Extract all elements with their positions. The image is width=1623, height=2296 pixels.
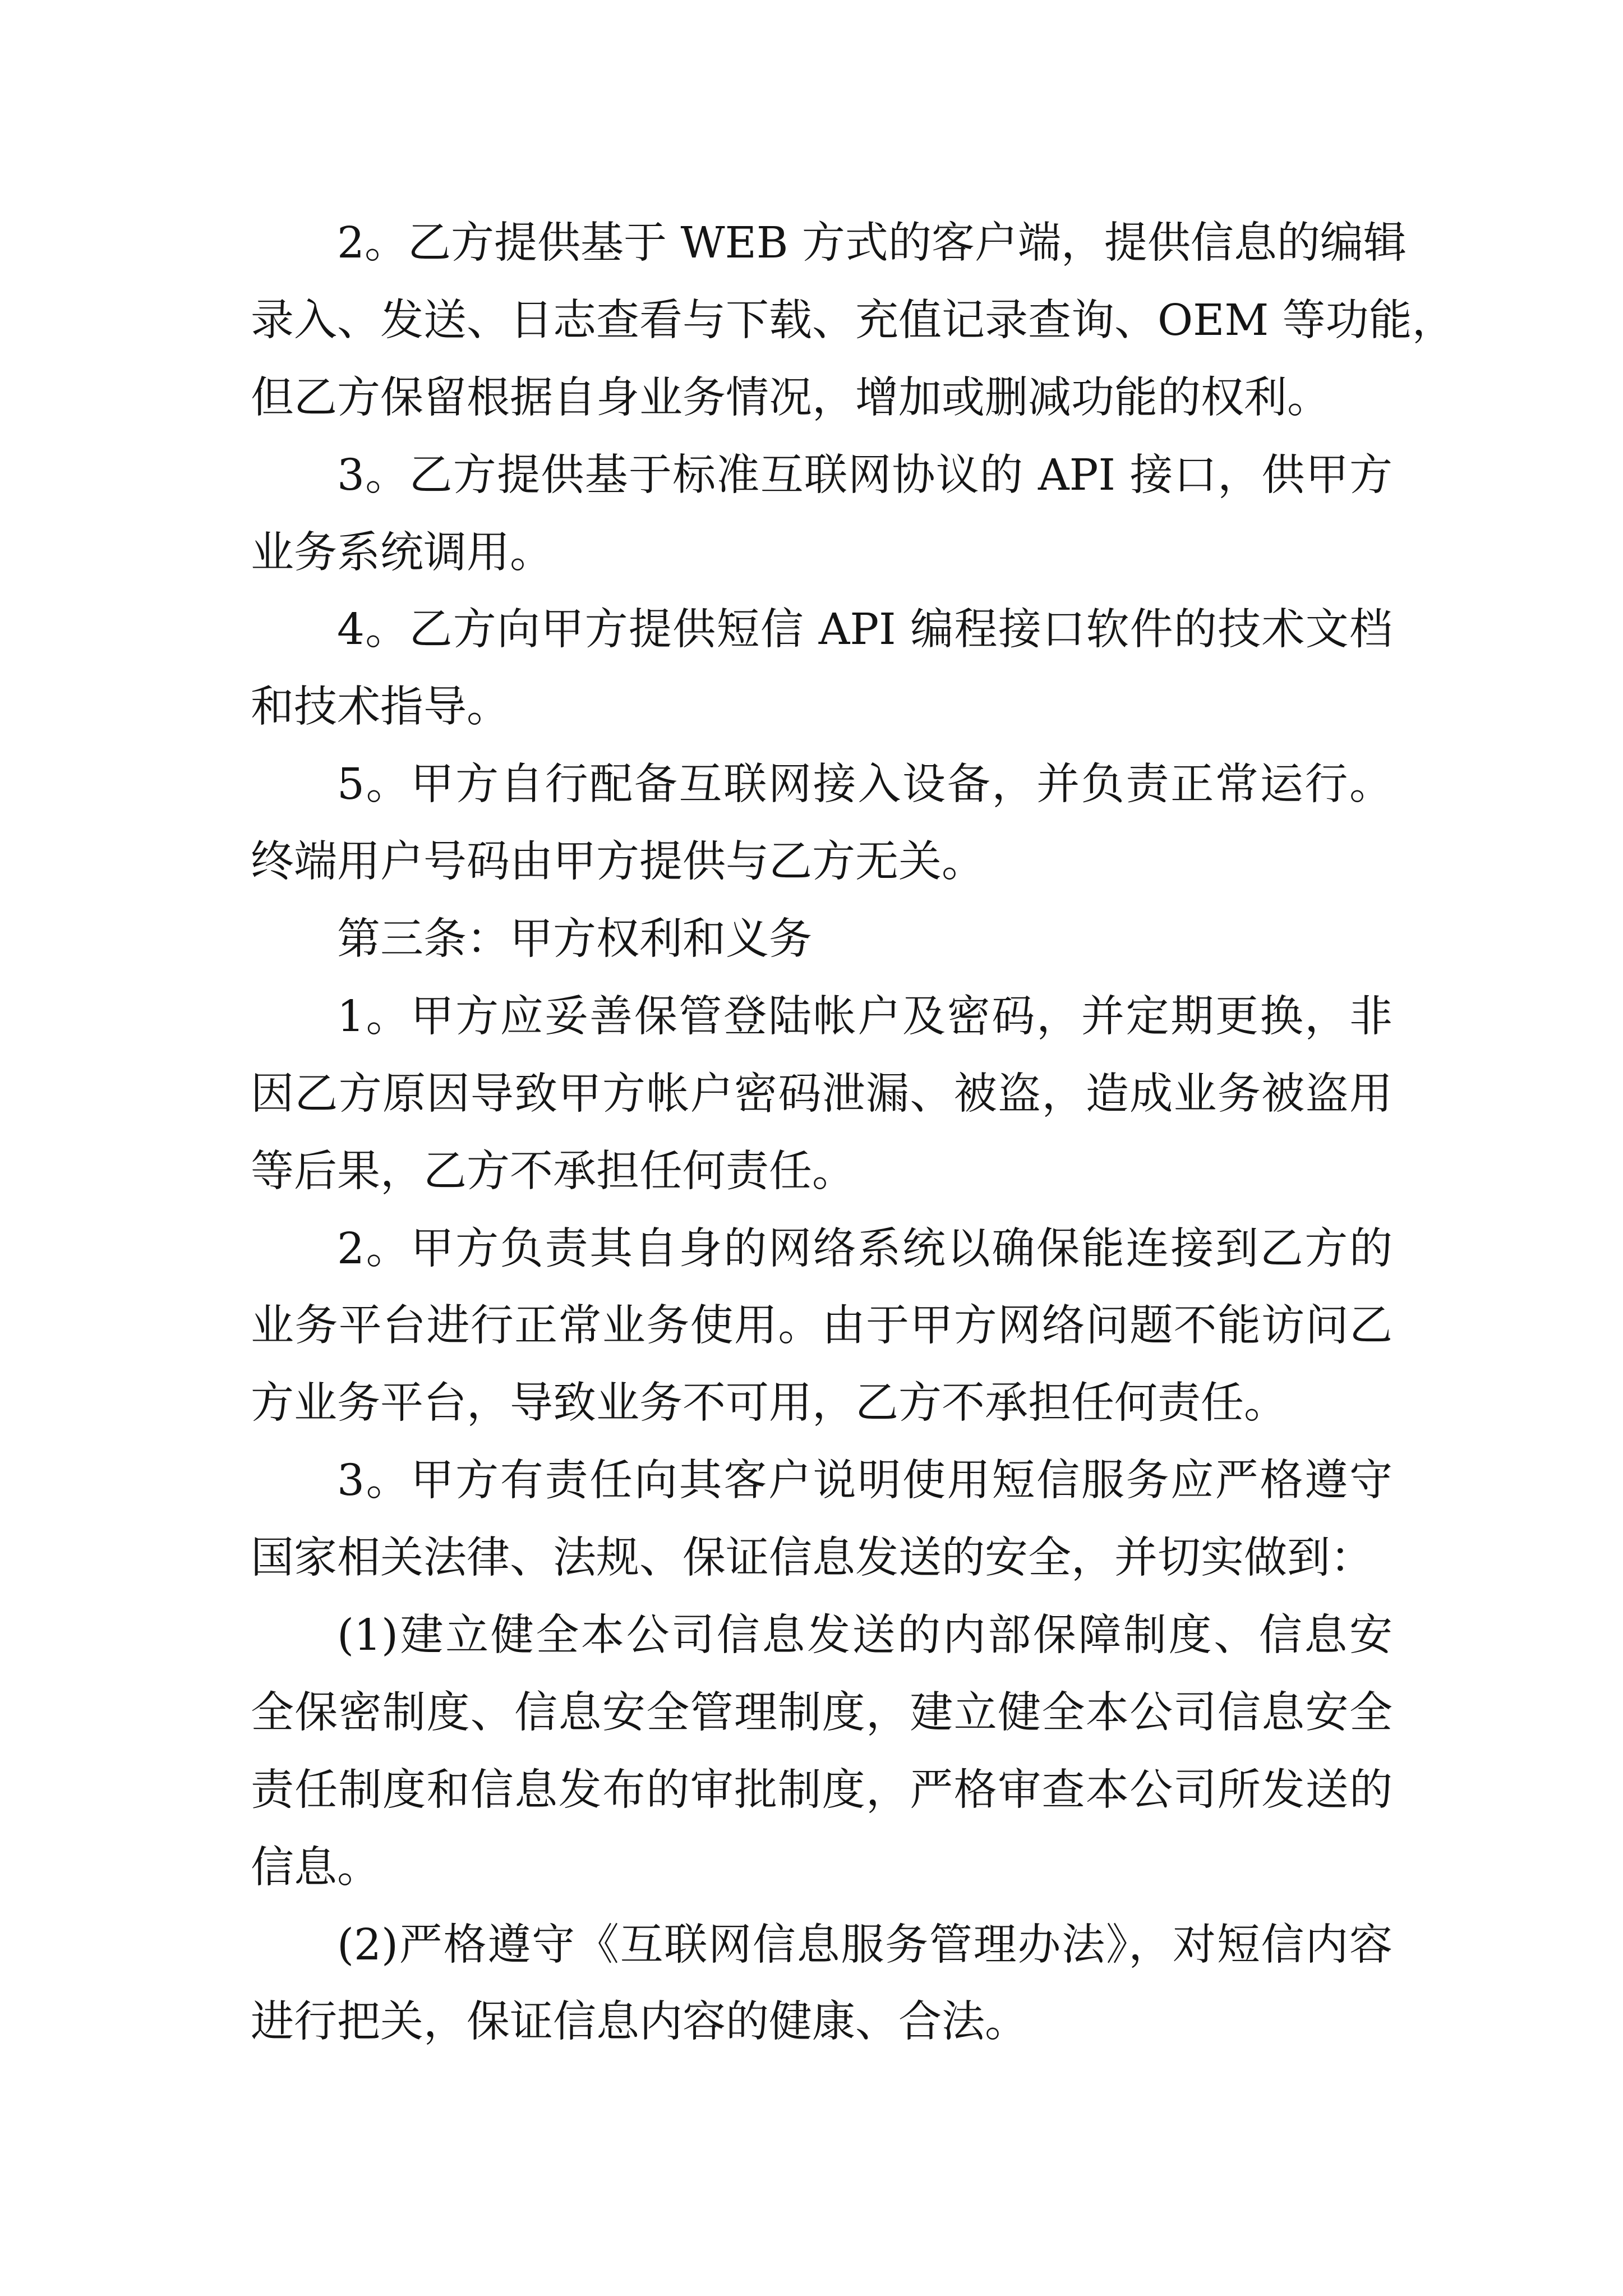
paragraph <box>251 1442 1393 1597</box>
paragraph <box>251 437 1393 592</box>
paragraph-line: 4。乙方向甲方提供短信 API 编程接口软件的技术文档 <box>337 605 1393 655</box>
paragraph-line: 业务系统调用。 <box>251 527 553 578</box>
paragraph-line: 责任制度和信息发布的审批制度，严格审查本公司所发送的 <box>251 1765 1393 1815</box>
paragraph-line: 和技术指导。 <box>251 682 510 733</box>
paragraph-line: 5。甲方自行配备互联网接入设备，并负责正常运行。 <box>337 760 1393 810</box>
section-heading-text: 第三条：甲方权利和义务 <box>337 914 812 965</box>
paragraph <box>251 1211 1393 1443</box>
document-body <box>251 205 1455 2061</box>
paragraph <box>251 746 1393 901</box>
paragraph-line: 3。乙方提供基于标准互联网协议的 API 接口，供甲方 <box>337 450 1393 500</box>
paragraph <box>251 205 1455 437</box>
paragraph <box>251 1597 1393 1907</box>
paragraph-line: 1。甲方应妥善保管登陆帐户及密码，并定期更换，非 <box>337 991 1393 1042</box>
paragraph-line: 业务平台进行正常业务使用。由于甲方网络问题不能访问乙 <box>251 1301 1393 1351</box>
paragraph-line: 方业务平台，导致业务不可用，乙方不承担任何责任。 <box>251 1378 1287 1429</box>
paragraph <box>251 1907 1393 2062</box>
paragraph-line: 进行把关，保证信息内容的健康、合法。 <box>251 1997 1028 2047</box>
paragraph-line: 3。甲方有责任向其客户说明使用短信服务应严格遵守 <box>337 1456 1393 1506</box>
paragraph-line: 终端用户号码由甲方提供与乙方无关。 <box>251 837 985 887</box>
paragraph-line: 等后果，乙方不承担任何责任。 <box>251 1146 855 1197</box>
paragraph-line: (1)建立健全本公司信息发送的内部保障制度、信息安 <box>337 1611 1393 1661</box>
paragraph-line: 2。乙方提供基于 WEB 方式的客户端，提供信息的编辑 <box>337 218 1407 268</box>
paragraph-line: 录入、发送、日志查看与下载、充值记录查询、OEM 等功能， <box>251 295 1455 346</box>
section-heading <box>251 901 1393 978</box>
paragraph-line: 但乙方保留根据自身业务情况，增加或删减功能的权利。 <box>251 372 1330 423</box>
paragraph-line: 信息。 <box>251 1842 380 1893</box>
paragraph <box>251 591 1393 746</box>
paragraph-line: 国家相关法律、法规、保证信息发送的安全，并切实做到： <box>251 1533 1373 1584</box>
paragraph <box>251 978 1393 1211</box>
paragraph-line: 因乙方原因导致甲方帐户密码泄漏、被盗，造成业务被盗用 <box>251 1069 1393 1119</box>
paragraph-line: 2。甲方负责其自身的网络系统以确保能连接到乙方的 <box>337 1223 1393 1274</box>
paragraph-line: 全保密制度、信息安全管理制度，建立健全本公司信息安全 <box>251 1687 1393 1738</box>
paragraph-line: (2)严格遵守《互联网信息服务管理办法》，对短信内容 <box>337 1920 1393 1970</box>
